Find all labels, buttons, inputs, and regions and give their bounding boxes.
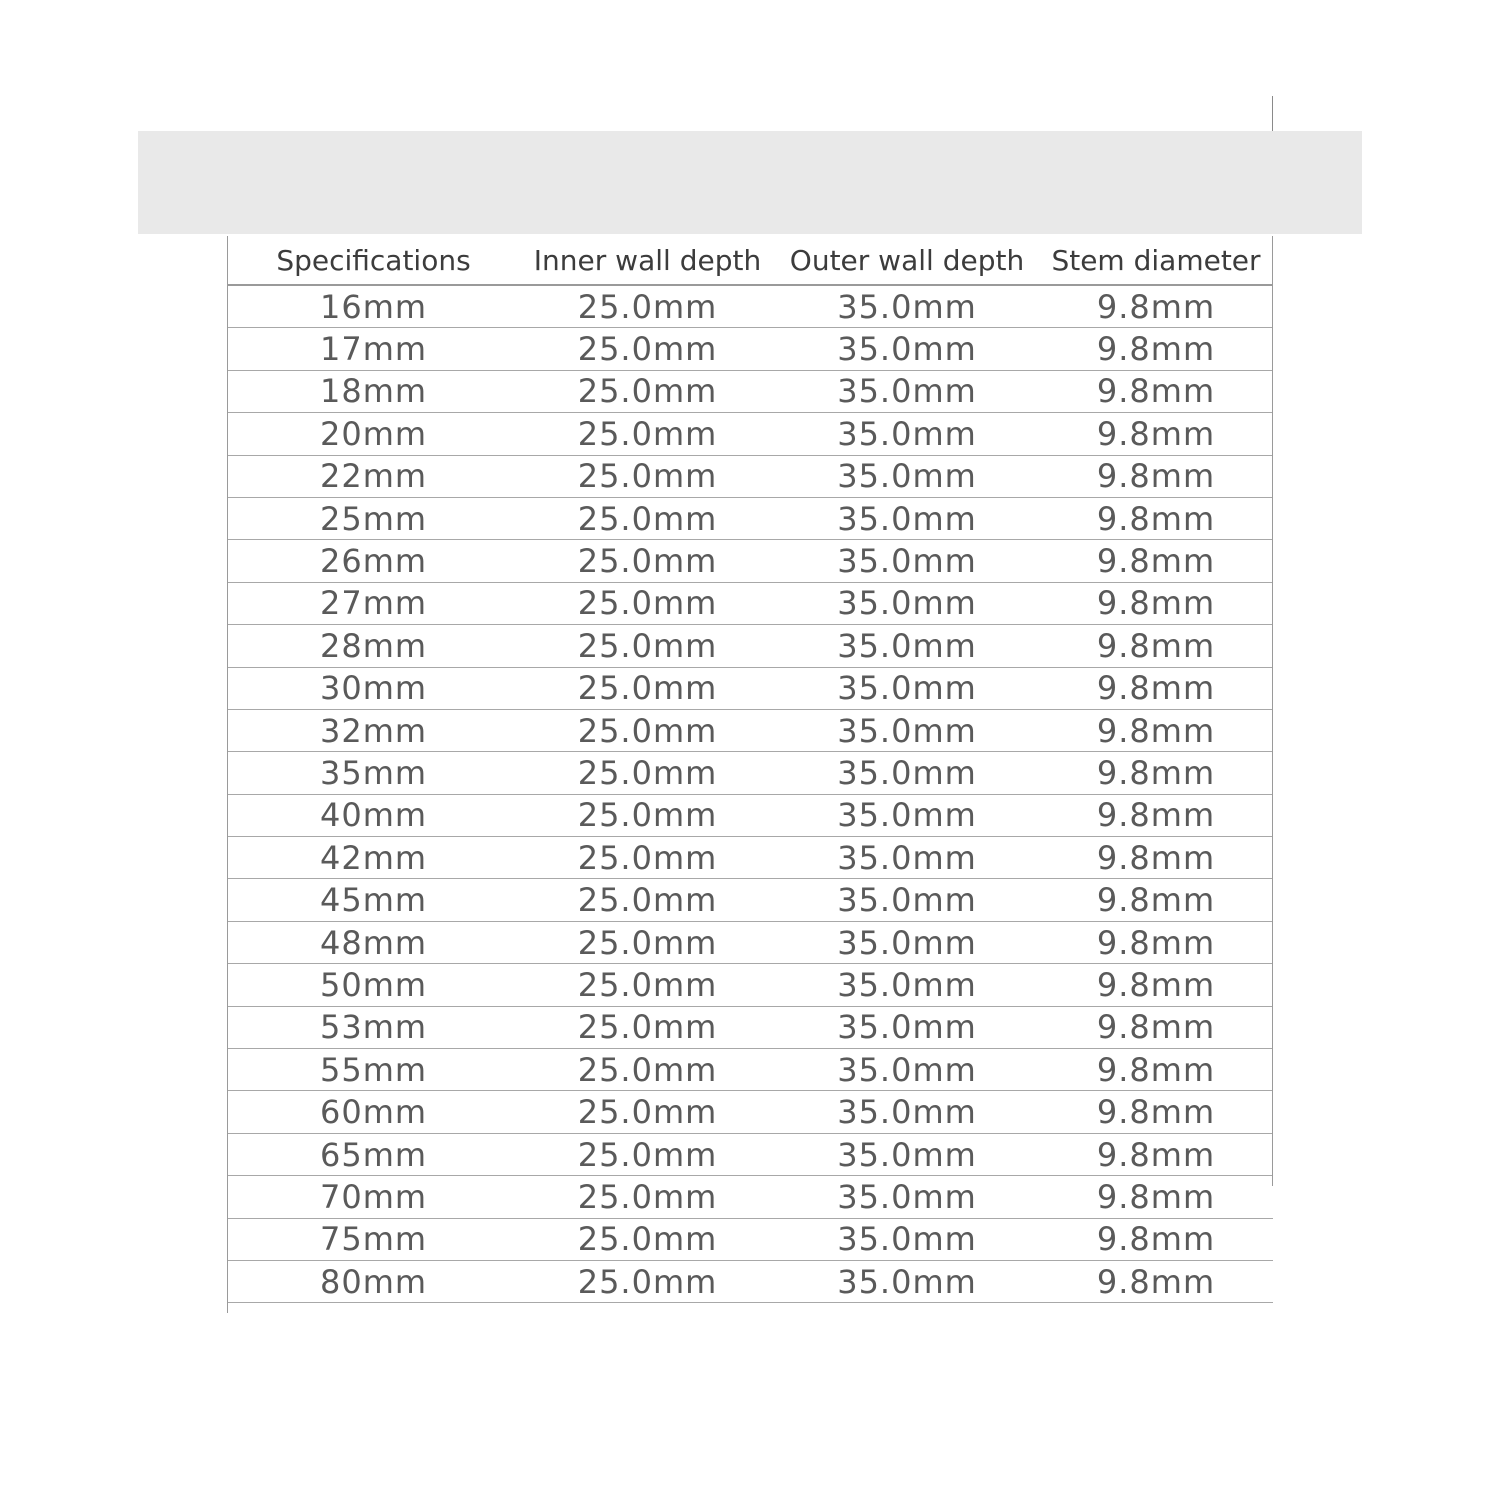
inner-wall-depth-cell: 25.0mm	[520, 921, 775, 963]
specification-cell: 17mm	[227, 328, 520, 370]
inner-wall-depth-cell: 25.0mm	[520, 964, 775, 1006]
table-row	[227, 1049, 1273, 1091]
stem-diameter-cell: 9.8mm	[1039, 667, 1273, 709]
outer-wall-depth-cell: 35.0mm	[775, 879, 1039, 921]
table-row	[227, 1006, 1273, 1048]
table-row	[227, 964, 1273, 1006]
table-row	[227, 285, 1273, 328]
outer-wall-depth-cell: 35.0mm	[775, 667, 1039, 709]
stem-diameter-cell: 9.8mm	[1039, 455, 1273, 497]
specification-cell: 16mm	[227, 285, 520, 328]
header-row	[227, 236, 1273, 285]
outer-wall-depth-cell: 35.0mm	[775, 1049, 1039, 1091]
table-row	[227, 540, 1273, 582]
specification-cell: 40mm	[227, 794, 520, 836]
specification-cell: 50mm	[227, 964, 520, 1006]
stem-diameter-cell: 9.8mm	[1039, 1176, 1273, 1218]
table-row	[227, 455, 1273, 497]
outer-wall-depth-cell: 35.0mm	[775, 413, 1039, 455]
table-row	[227, 921, 1273, 963]
inner-wall-depth-cell: 25.0mm	[520, 1218, 775, 1260]
stem-diameter-cell: 9.8mm	[1039, 370, 1273, 412]
specification-cell: 30mm	[227, 667, 520, 709]
inner-wall-depth-cell: 25.0mm	[520, 455, 775, 497]
specification-cell: 27mm	[227, 582, 520, 624]
specification-cell: 18mm	[227, 370, 520, 412]
specification-cell: 26mm	[227, 540, 520, 582]
inner-wall-depth-cell: 25.0mm	[520, 328, 775, 370]
inner-wall-depth-cell: 25.0mm	[520, 1260, 775, 1302]
specification-cell: 48mm	[227, 921, 520, 963]
outer-wall-depth-cell: 35.0mm	[775, 1176, 1039, 1218]
outer-wall-depth-cell: 35.0mm	[775, 1218, 1039, 1260]
inner-wall-depth-cell: 25.0mm	[520, 1006, 775, 1048]
inner-wall-depth-cell: 25.0mm	[520, 709, 775, 751]
inner-wall-depth-cell: 25.0mm	[520, 540, 775, 582]
spec-table-body	[227, 285, 1273, 1303]
inner-wall-depth-cell: 25.0mm	[520, 1133, 775, 1175]
outer-wall-depth-cell: 35.0mm	[775, 285, 1039, 328]
stem-diameter-cell: 9.8mm	[1039, 582, 1273, 624]
inner-wall-depth-cell: 25.0mm	[520, 625, 775, 667]
header-specifications: Specifications	[227, 236, 520, 285]
table-row	[227, 1091, 1273, 1133]
inner-wall-depth-cell: 25.0mm	[520, 1176, 775, 1218]
specification-cell: 22mm	[227, 455, 520, 497]
outer-wall-depth-cell: 35.0mm	[775, 455, 1039, 497]
stem-diameter-cell: 9.8mm	[1039, 540, 1273, 582]
inner-wall-depth-cell: 25.0mm	[520, 497, 775, 539]
specification-cell: 32mm	[227, 709, 520, 751]
table-right-border	[1272, 236, 1273, 1186]
spec-table-header	[227, 236, 1273, 285]
inner-wall-depth-cell: 25.0mm	[520, 794, 775, 836]
outer-wall-depth-cell: 35.0mm	[775, 921, 1039, 963]
top-divider-tick	[1272, 96, 1273, 131]
outer-wall-depth-cell: 35.0mm	[775, 837, 1039, 879]
stem-diameter-cell: 9.8mm	[1039, 752, 1273, 794]
outer-wall-depth-cell: 35.0mm	[775, 1006, 1039, 1048]
outer-wall-depth-cell: 35.0mm	[775, 582, 1039, 624]
specification-cell: 45mm	[227, 879, 520, 921]
header-banner	[138, 131, 1362, 234]
table-left-border	[227, 236, 228, 1313]
inner-wall-depth-cell: 25.0mm	[520, 582, 775, 624]
specification-cell: 55mm	[227, 1049, 520, 1091]
outer-wall-depth-cell: 35.0mm	[775, 1260, 1039, 1302]
inner-wall-depth-cell: 25.0mm	[520, 285, 775, 328]
table-row	[227, 837, 1273, 879]
specification-cell: 75mm	[227, 1218, 520, 1260]
stem-diameter-cell: 9.8mm	[1039, 285, 1273, 328]
stem-diameter-cell: 9.8mm	[1039, 1133, 1273, 1175]
header-outer-wall-depth: Outer wall depth	[775, 236, 1039, 285]
stem-diameter-cell: 9.8mm	[1039, 1006, 1273, 1048]
specification-cell: 35mm	[227, 752, 520, 794]
outer-wall-depth-cell: 35.0mm	[775, 625, 1039, 667]
table-row	[227, 413, 1273, 455]
table-row	[227, 1218, 1273, 1260]
outer-wall-depth-cell: 35.0mm	[775, 540, 1039, 582]
table-row	[227, 328, 1273, 370]
stem-diameter-cell: 9.8mm	[1039, 328, 1273, 370]
specification-cell: 20mm	[227, 413, 520, 455]
specification-cell: 65mm	[227, 1133, 520, 1175]
stem-diameter-cell: 9.8mm	[1039, 413, 1273, 455]
specification-cell: 80mm	[227, 1260, 520, 1302]
table-row	[227, 1176, 1273, 1218]
specification-cell: 25mm	[227, 497, 520, 539]
stem-diameter-cell: 9.8mm	[1039, 921, 1273, 963]
outer-wall-depth-cell: 35.0mm	[775, 794, 1039, 836]
inner-wall-depth-cell: 25.0mm	[520, 879, 775, 921]
stem-diameter-cell: 9.8mm	[1039, 964, 1273, 1006]
inner-wall-depth-cell: 25.0mm	[520, 1091, 775, 1133]
inner-wall-depth-cell: 25.0mm	[520, 837, 775, 879]
table-row	[227, 497, 1273, 539]
stem-diameter-cell: 9.8mm	[1039, 1091, 1273, 1133]
table-row	[227, 794, 1273, 836]
outer-wall-depth-cell: 35.0mm	[775, 328, 1039, 370]
table-row	[227, 1260, 1273, 1302]
table-row	[227, 667, 1273, 709]
outer-wall-depth-cell: 35.0mm	[775, 370, 1039, 412]
stem-diameter-cell: 9.8mm	[1039, 837, 1273, 879]
stem-diameter-cell: 9.8mm	[1039, 1218, 1273, 1260]
table-row	[227, 709, 1273, 751]
stem-diameter-cell: 9.8mm	[1039, 1049, 1273, 1091]
outer-wall-depth-cell: 35.0mm	[775, 752, 1039, 794]
inner-wall-depth-cell: 25.0mm	[520, 413, 775, 455]
inner-wall-depth-cell: 25.0mm	[520, 370, 775, 412]
inner-wall-depth-cell: 25.0mm	[520, 667, 775, 709]
stem-diameter-cell: 9.8mm	[1039, 1260, 1273, 1302]
specification-cell: 70mm	[227, 1176, 520, 1218]
header-inner-wall-depth: Inner wall depth	[520, 236, 775, 285]
stem-diameter-cell: 9.8mm	[1039, 497, 1273, 539]
table-row	[227, 1133, 1273, 1175]
inner-wall-depth-cell: 25.0mm	[520, 1049, 775, 1091]
table-row	[227, 370, 1273, 412]
table-row	[227, 582, 1273, 624]
specification-cell: 53mm	[227, 1006, 520, 1048]
table-row	[227, 625, 1273, 667]
outer-wall-depth-cell: 35.0mm	[775, 1133, 1039, 1175]
stem-diameter-cell: 9.8mm	[1039, 794, 1273, 836]
outer-wall-depth-cell: 35.0mm	[775, 497, 1039, 539]
stem-diameter-cell: 9.8mm	[1039, 709, 1273, 751]
table-row	[227, 879, 1273, 921]
table-row	[227, 752, 1273, 794]
specification-cell: 42mm	[227, 837, 520, 879]
specification-cell: 60mm	[227, 1091, 520, 1133]
stem-diameter-cell: 9.8mm	[1039, 625, 1273, 667]
inner-wall-depth-cell: 25.0mm	[520, 752, 775, 794]
specification-cell: 28mm	[227, 625, 520, 667]
header-stem-diameter: Stem diameter	[1039, 236, 1273, 285]
outer-wall-depth-cell: 35.0mm	[775, 709, 1039, 751]
stem-diameter-cell: 9.8mm	[1039, 879, 1273, 921]
outer-wall-depth-cell: 35.0mm	[775, 964, 1039, 1006]
spec-table	[227, 236, 1273, 1303]
outer-wall-depth-cell: 35.0mm	[775, 1091, 1039, 1133]
